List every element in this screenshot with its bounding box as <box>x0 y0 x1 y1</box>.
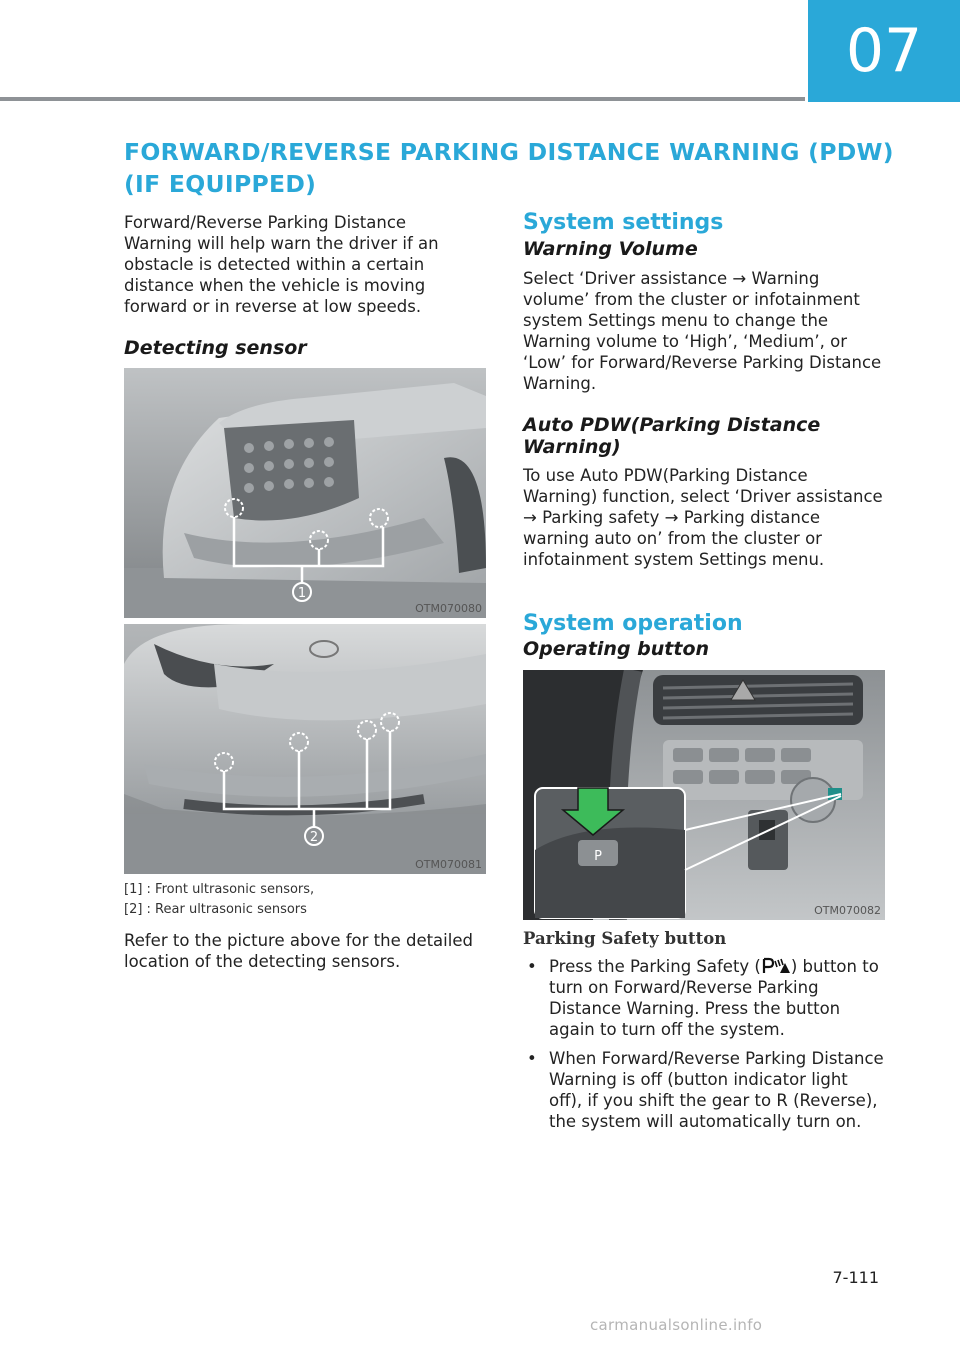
figure-code-1: OTM070080 <box>415 602 482 615</box>
system-operation-heading: System operation <box>523 611 743 636</box>
front-sensor-figure <box>124 368 486 618</box>
bullet-list <box>523 956 885 1132</box>
warning-volume-paragraph: Select ‘Driver assistance → Warning volume’ from the cluster or infotainment system Settings menu to change the Warning volume to ‘High’, ‘Medium’, or ‘Low’ for Forward/Reverse Parking Distance Warning. <box>523 269 882 393</box>
operating-button-heading: Operating button <box>523 638 710 660</box>
warning-volume-heading: Warning Volume <box>523 238 698 260</box>
system-settings-heading: System settings <box>523 210 724 235</box>
bullet1-text-start: Press the Parking Safety ( <box>549 957 761 976</box>
section-title <box>124 136 924 200</box>
bullet-section <box>523 956 885 1140</box>
auto-pdw-heading: Auto PDW(Parking Distance Warning) <box>523 414 821 458</box>
detecting-sensor-heading: Detecting sensor <box>124 337 307 359</box>
rear-callout-number: 2 <box>309 830 319 845</box>
dashboard-illustration <box>523 670 885 920</box>
figure-code-2: OTM070081 <box>415 858 482 871</box>
refer-paragraph: Refer to the picture above for the detailed location of the detecting sensors. <box>124 931 473 971</box>
bullet2-text: When Forward/Reverse Parking Distance Warning is off (button indicator light off), if you shift the gear to R (Reverse), the system will automatically turn on. <box>549 1049 884 1131</box>
watermark: carmanualsonline.info <box>590 1316 763 1334</box>
bullet-item-1 <box>523 956 885 1040</box>
bullet1-text-end: ) button to turn on Forward/Reverse Parking Distance Warning. Press the button again to turn off the system. <box>549 957 879 1039</box>
rear-vehicle-illustration <box>124 624 486 874</box>
page-number: 7-111 <box>832 1268 879 1287</box>
parking-safety-button-heading: Parking Safety button <box>523 929 727 948</box>
header-rule <box>0 97 805 101</box>
caption-front-sensors: [1] : Front ultrasonic sensors, <box>124 882 315 897</box>
parking-safety-icon <box>761 957 791 975</box>
chapter-tab: 07 <box>808 0 960 102</box>
caption-rear-sensors: [2] : Rear ultrasonic sensors <box>124 902 307 917</box>
figure-caption <box>124 880 486 920</box>
section-title-line2: (IF EQUIPPED) <box>124 170 317 198</box>
section-title-line1: FORWARD/REVERSE PARKING DISTANCE WARNING (PDW) <box>124 138 894 166</box>
bullet-item-2 <box>523 1048 885 1132</box>
front-vehicle-illustration <box>124 368 486 618</box>
figure-code-3: OTM070082 <box>814 904 881 917</box>
operating-button-figure <box>523 670 885 920</box>
intro-paragraph: Forward/Reverse Parking Distance Warning will help warn the driver if an obstacle is detected within a certain distance when the vehicle is moving forward or in reverse at low speeds. <box>124 213 439 316</box>
auto-pdw-paragraph: To use Auto PDW(Parking Distance Warning) function, select ‘Driver assistance → Parking safety → Parking distance warning auto on’ from the cluster or infotainment system Settings menu. <box>523 466 883 569</box>
front-callout-number: 1 <box>297 586 307 601</box>
svg-text:P: P <box>594 849 602 864</box>
rear-sensor-figure <box>124 624 486 874</box>
